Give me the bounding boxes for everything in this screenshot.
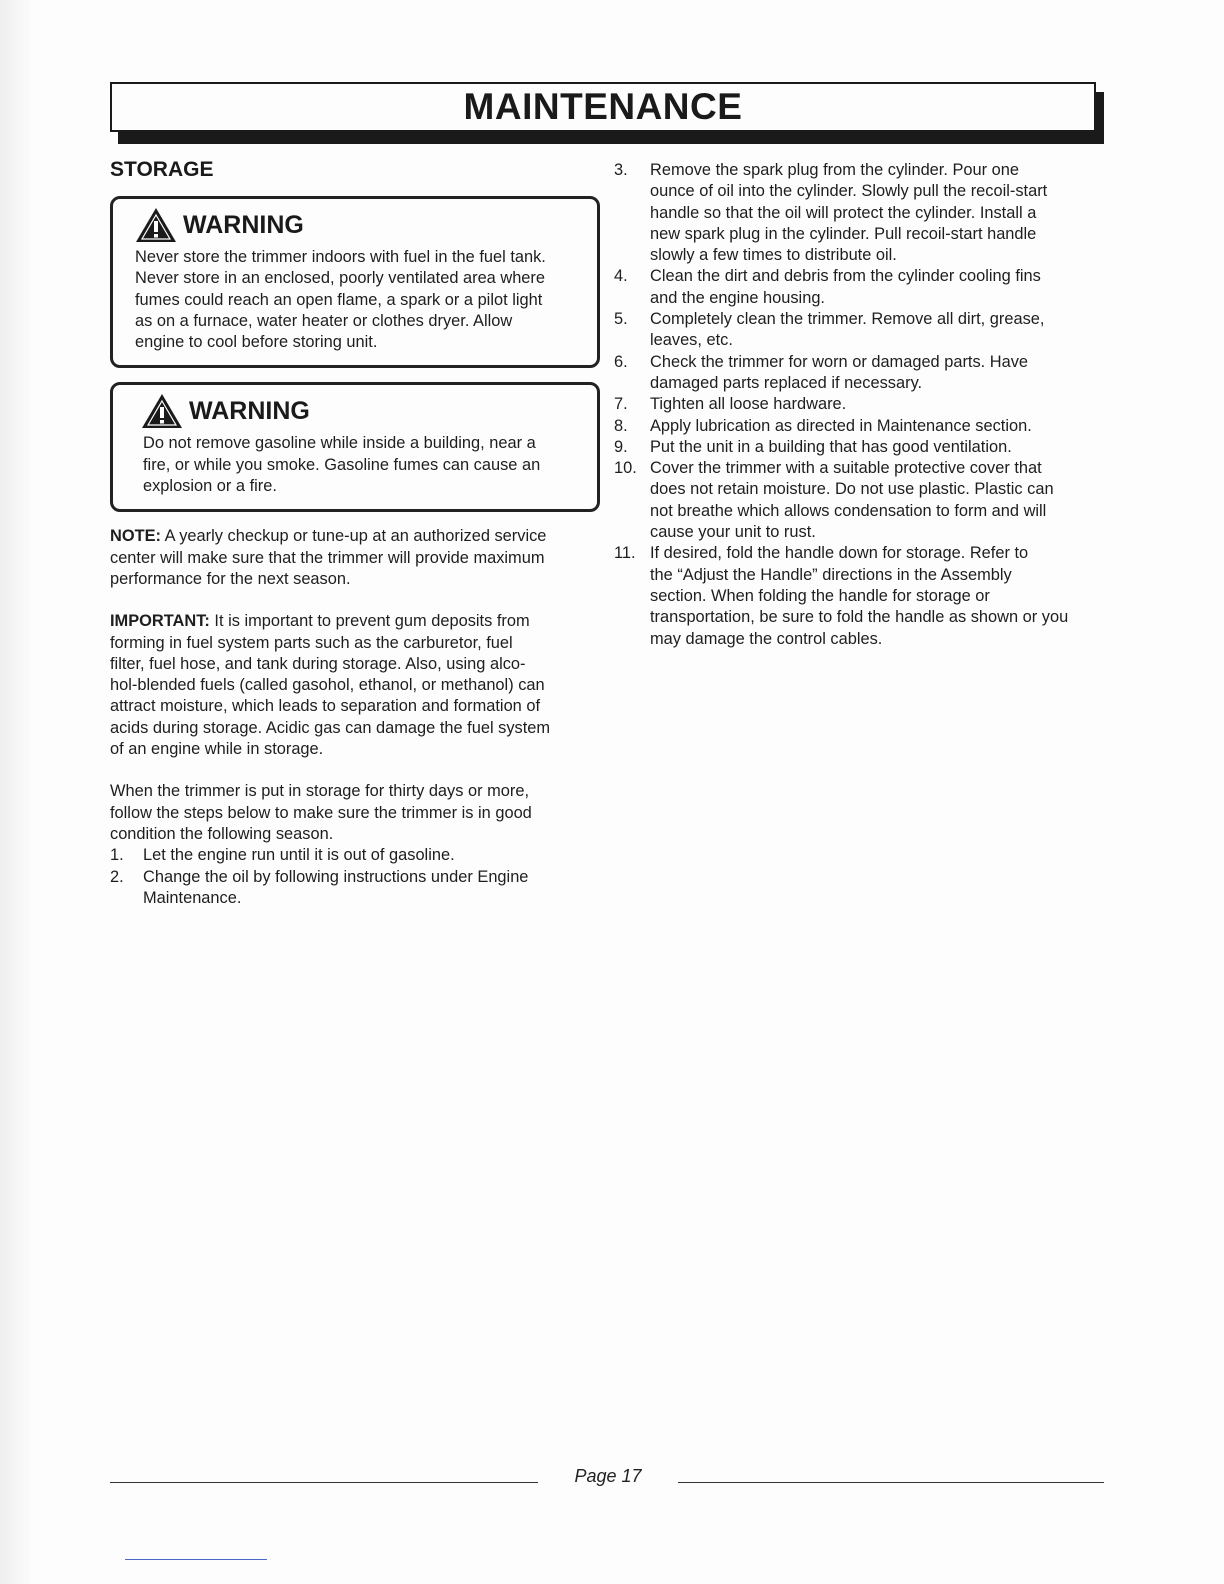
note-paragraph bbox=[110, 526, 600, 590]
text-line: not breathe which allows condensation to form and will bbox=[650, 501, 1047, 520]
list-item bbox=[614, 352, 1106, 395]
warning-text-fuel-storage bbox=[135, 247, 579, 353]
note-label: NOTE: bbox=[110, 527, 161, 546]
warning-header bbox=[135, 393, 579, 429]
step-number: 6. bbox=[614, 352, 628, 371]
step-text bbox=[650, 352, 1028, 395]
text-line bbox=[110, 611, 600, 632]
step-text bbox=[650, 416, 1032, 437]
step-number: 11. bbox=[614, 544, 636, 563]
list-item bbox=[614, 458, 1106, 543]
text-line: fire, or while you smoke. Gasoline fumes can cause an bbox=[143, 455, 541, 474]
warning-triangle-icon bbox=[141, 393, 183, 429]
step-number: 3. bbox=[614, 161, 628, 179]
text-line bbox=[110, 526, 600, 547]
page-edge-shadow bbox=[0, 0, 30, 1584]
step-text bbox=[650, 309, 1044, 352]
text-line: fumes could reach an open flame, a spark or a pilot light bbox=[135, 290, 543, 309]
bottom-edge-mark bbox=[125, 1559, 267, 1560]
step-number: 8. bbox=[614, 416, 628, 435]
step-number: 4. bbox=[614, 267, 628, 286]
text-line: attract moisture, which leads to separation and formation of bbox=[110, 697, 541, 716]
text-line: filter, fuel hose, and tank during storage. Also, using alco- bbox=[110, 654, 526, 673]
warning-title: WARNING bbox=[183, 210, 304, 239]
step-text bbox=[143, 845, 455, 866]
note-first-line: A yearly checkup or tune-up at an authorized service bbox=[161, 527, 547, 546]
step-number: 5. bbox=[614, 310, 628, 329]
text-line: center will make sure that the trimmer will provide maximum bbox=[110, 548, 545, 567]
step-number: 1. bbox=[110, 846, 124, 865]
warning-title: WARNING bbox=[189, 396, 310, 425]
text-line: Cover the trimmer with a suitable protective cover that bbox=[650, 459, 1042, 478]
text-line: Never store in an enclosed, poorly ventilated area where bbox=[135, 269, 545, 288]
text-line: leaves, etc. bbox=[650, 331, 733, 350]
text-line: the “Adjust the Handle” directions in the Assembly bbox=[650, 565, 1012, 584]
text-line: If desired, fold the handle down for storage. Refer to bbox=[650, 544, 1029, 563]
text-line: explosion or a fire. bbox=[143, 477, 277, 496]
text-line: of an engine while in storage. bbox=[110, 740, 324, 759]
list-item bbox=[614, 543, 1106, 649]
warning-header bbox=[135, 207, 579, 243]
footer-rule-right bbox=[678, 1482, 1104, 1483]
text-line: section. When folding the handle for storage or bbox=[650, 586, 990, 605]
step-text bbox=[650, 394, 846, 415]
step-number: 7. bbox=[614, 395, 628, 414]
important-first-line: It is important to prevent gum deposits from bbox=[209, 612, 530, 631]
text-line: and the engine housing. bbox=[650, 288, 825, 307]
important-paragraph bbox=[110, 611, 600, 760]
step-text bbox=[650, 266, 1041, 309]
text-line: forming in fuel system parts such as the carburetor, fuel bbox=[110, 633, 513, 652]
text-line: Completely clean the trimmer. Remove all dirt, grease, bbox=[650, 310, 1045, 329]
text-line: Clean the dirt and debris from the cylinder cooling fins bbox=[650, 267, 1041, 286]
page-number: Page 17 bbox=[574, 1466, 642, 1486]
text-line: Check the trimmer for worn or damaged parts. Have bbox=[650, 352, 1029, 371]
text-line: new spark plug in the cylinder. Pull recoil-start handle bbox=[650, 224, 1037, 243]
list-item bbox=[614, 416, 1106, 437]
text-line: as on a furnace, water heater or clothes dryer. Allow bbox=[135, 311, 513, 330]
warning-box-fuel-storage bbox=[110, 196, 600, 368]
list-item bbox=[614, 309, 1106, 352]
text-line: When the trimmer is put in storage for thirty days or more, bbox=[110, 782, 530, 801]
list-item bbox=[614, 394, 1106, 415]
storage-heading: STORAGE bbox=[110, 158, 214, 181]
step-number: 2. bbox=[110, 867, 124, 886]
text-line: Let the engine run until it is out of gasoline. bbox=[143, 846, 455, 865]
step-text bbox=[650, 543, 1068, 649]
step-number: 9. bbox=[614, 437, 628, 456]
text-line: follow the steps below to make sure the trimmer is in good bbox=[110, 803, 532, 822]
list-item bbox=[614, 160, 1106, 266]
text-line: hol-blended fuels (called gasohol, ethanol, or methanol) can bbox=[110, 676, 545, 695]
footer-rule-left bbox=[110, 1482, 538, 1483]
list-item bbox=[614, 437, 1106, 458]
warning-triangle-icon bbox=[135, 207, 177, 243]
list-item bbox=[110, 845, 600, 866]
title-banner-box bbox=[110, 82, 1096, 132]
text-line: condition the following season. bbox=[110, 824, 334, 843]
important-label: IMPORTANT: bbox=[110, 612, 210, 631]
text-line: Remove the spark plug from the cylinder. Pour one bbox=[650, 161, 1019, 179]
left-column bbox=[110, 158, 600, 909]
step-text bbox=[143, 867, 528, 910]
right-column bbox=[614, 160, 1106, 650]
text-line: damaged parts replaced if necessary. bbox=[650, 373, 923, 392]
storage-intro-paragraph bbox=[110, 781, 600, 845]
warning-text-gasoline bbox=[135, 433, 579, 497]
step-text bbox=[650, 437, 1012, 458]
text-line: cause your unit to rust. bbox=[650, 523, 816, 542]
text-line: Maintenance. bbox=[143, 888, 242, 907]
text-line: Change the oil by following instructions under Engine bbox=[143, 867, 529, 886]
warning-box-gasoline bbox=[110, 382, 600, 512]
text-line: transportation, be sure to fold the handle as shown or you bbox=[650, 608, 1069, 627]
text-line: Never store the trimmer indoors with fuel in the fuel tank. bbox=[135, 248, 546, 266]
text-line: may damage the control cables. bbox=[650, 629, 883, 648]
page-title: MAINTENANCE bbox=[463, 86, 743, 127]
text-line: slowly a few times to distribute oil. bbox=[650, 246, 897, 265]
page-footer bbox=[110, 1466, 1104, 1490]
list-item bbox=[110, 867, 600, 910]
step-text bbox=[650, 160, 1047, 266]
text-line: Do not remove gasoline while inside a building, near a bbox=[143, 434, 536, 453]
text-line: Apply lubrication as directed in Maintenance section. bbox=[650, 416, 1032, 435]
text-line: does not retain moisture. Do not use plastic. Plastic can bbox=[650, 480, 1054, 499]
text-line: performance for the next season. bbox=[110, 569, 351, 588]
text-line: acids during storage. Acidic gas can damage the fuel system bbox=[110, 718, 551, 737]
text-line: handle so that the oil will protect the cylinder. Install a bbox=[650, 203, 1037, 222]
text-line: Put the unit in a building that has good ventilation. bbox=[650, 437, 1012, 456]
step-text bbox=[650, 458, 1054, 543]
step-number: 10. bbox=[614, 459, 637, 478]
text-line: ounce of oil into the cylinder. Slowly pull the recoil-start bbox=[650, 182, 1048, 201]
list-item bbox=[614, 266, 1106, 309]
section-title-banner bbox=[110, 82, 1104, 144]
text-line: Tighten all loose hardware. bbox=[650, 395, 847, 414]
text-line: engine to cool before storing unit. bbox=[135, 333, 378, 352]
